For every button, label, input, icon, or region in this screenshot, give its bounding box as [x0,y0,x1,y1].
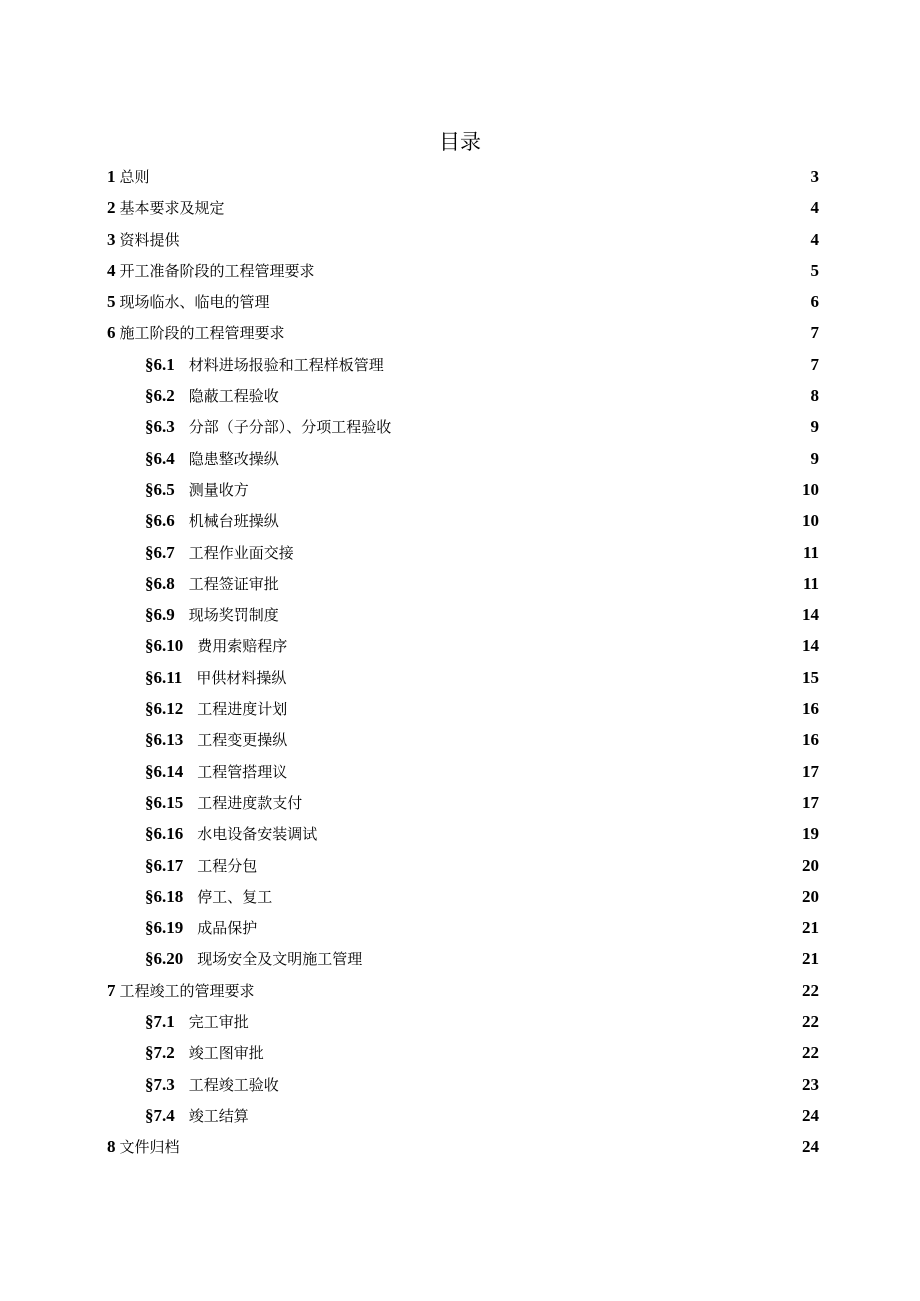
toc-section-entry[interactable] [107,474,819,505]
toc-entry-title: 工程签证审批 [188,574,279,593]
toc-section-entry[interactable] [107,943,819,974]
toc-entry-page-number: 11 [802,573,819,593]
toc-entry-title: 工程竣工的管理要求 [119,981,255,1000]
toc-entry-page-number: 16 [802,730,819,750]
toc-entry-number: 5 [107,292,116,312]
toc-entry-title: 分部（子分部）、分项工程验收 [188,418,392,437]
toc-section-entry[interactable] [107,380,819,411]
toc-entry-number: §6.6 [145,511,175,531]
toc-entry-page-number: 4 [810,198,819,218]
toc-section-entry[interactable] [107,411,819,442]
toc-entry-title: 开工准备阶段的工程管理要求 [119,261,315,280]
toc-entry-page-number: 14 [802,636,819,656]
toc-section-entry[interactable] [107,1069,819,1100]
toc-title: 目录 [439,130,481,154]
toc-entry-title: 竣工图审批 [188,1044,264,1063]
toc-entry-page-number: 24 [802,1105,819,1125]
toc-entry-page-number: 3 [810,167,819,186]
toc-section-entry[interactable] [107,505,819,536]
toc-entry-number: 8 [107,1137,116,1157]
toc-section-entry[interactable] [107,693,819,724]
toc-entry-number: §6.5 [145,479,175,499]
toc-entry-title: 总则 [119,168,150,186]
toc-entry-title: 水电设备安装调试 [197,825,318,844]
toc-entry-title: 工程进度款支付 [197,793,303,812]
toc-entry-title: 工程进度计划 [197,700,288,719]
toc-entry-page-number: 19 [802,824,819,844]
toc-entry-title: 机械台班操纵 [188,512,279,531]
toc-chapter-entry[interactable] [107,192,819,223]
toc-chapter-entry[interactable] [107,975,819,1006]
toc-entry-page-number: 6 [810,292,819,312]
toc-entry-title: 工程分包 [197,856,258,875]
toc-entry-title: 基本要求及规定 [119,199,225,218]
toc-entry-page-number: 22 [802,980,819,1000]
toc-entry-title: 工程管搭理议 [197,762,288,781]
toc-entry-number: 1 [107,167,116,186]
toc-entry-title: 现场临水、临电的管理 [119,293,270,312]
toc-list [107,161,819,1163]
toc-entry-page-number: 20 [802,886,819,906]
toc-entry-number: §7.2 [145,1043,175,1063]
toc-entry-page-number: 17 [802,792,819,812]
toc-entry-title: 文件归档 [119,1138,180,1157]
toc-entry-title: 隐患整改操纵 [188,449,279,468]
toc-entry-number: §6.9 [145,605,175,625]
toc-entry-number: §6.8 [145,573,175,593]
toc-entry-title: 施工阶段的工程管理要求 [119,324,285,343]
toc-entry-number: §6.12 [145,699,184,719]
toc-entry-page-number: 23 [802,1074,819,1094]
toc-entry-title: 工程竣工验收 [188,1075,279,1094]
toc-entry-page-number: 22 [802,1043,819,1063]
toc-entry-page-number: 20 [802,855,819,875]
toc-entry-number: 6 [107,323,116,343]
toc-entry-title: 甲供材料操纵 [196,668,287,687]
toc-entry-page-number: 5 [810,260,819,280]
toc-entry-title: 竣工结算 [188,1106,249,1125]
toc-section-entry[interactable] [107,1037,819,1068]
toc-entry-page-number: 9 [810,417,819,437]
toc-entry-number: §6.7 [145,542,175,562]
toc-section-entry[interactable] [107,850,819,881]
toc-entry-number: §7.3 [145,1074,175,1094]
toc-entry-title: 材料进场报验和工程样板管理 [188,355,384,374]
toc-entry-number: §6.10 [145,636,184,656]
toc-entry-page-number: 10 [802,511,819,531]
toc-entry-number: §6.15 [145,792,184,812]
toc-section-entry[interactable] [107,443,819,474]
toc-section-entry[interactable] [107,662,819,693]
toc-section-entry[interactable] [107,818,819,849]
toc-entry-page-number: 11 [802,542,819,562]
toc-entry-number: §6.17 [145,855,184,875]
toc-entry-page-number: 10 [802,479,819,499]
toc-entry-title: 工程变更操纵 [197,731,288,750]
toc-entry-number: 3 [107,229,116,249]
toc-section-entry[interactable] [107,756,819,787]
toc-section-entry[interactable] [107,537,819,568]
toc-entry-number: §7.1 [145,1012,175,1032]
toc-entry-number: §6.3 [145,417,175,437]
toc-entry-number: §6.11 [145,667,183,687]
toc-entry-number: §6.14 [145,761,184,781]
toc-entry-number: 2 [107,198,116,218]
toc-entry-page-number: 8 [810,386,819,406]
toc-entry-number: §6.19 [145,918,184,938]
toc-entry-number: 7 [107,980,116,1000]
toc-entry-number: §7.4 [145,1105,175,1125]
toc-entry-title: 现场奖罚制度 [188,606,279,625]
toc-section-entry[interactable] [107,599,819,630]
toc-entry-number: §6.18 [145,886,184,906]
toc-entry-page-number: 7 [810,323,819,343]
toc-entry-page-number: 9 [810,448,819,468]
toc-entry-number: §6.2 [145,386,175,406]
toc-section-entry[interactable] [107,349,819,380]
toc-entry-number: 4 [107,260,116,280]
toc-entry-page-number: 7 [810,354,819,374]
toc-entry-title: 工程作业面交接 [188,543,294,562]
toc-entry-title: 完工审批 [188,1013,249,1032]
toc-entry-title: 资料提供 [119,230,180,249]
toc-entry-title: 费用索赔程序 [197,637,288,656]
toc-entry-page-number: 15 [802,667,819,687]
toc-entry-page-number: 16 [802,699,819,719]
toc-section-entry[interactable] [107,881,819,912]
toc-section-entry[interactable] [107,912,819,943]
toc-entry-number: §6.13 [145,730,184,750]
toc-entry-number: §6.20 [145,949,184,969]
toc-entry-page-number: 22 [802,1012,819,1032]
toc-entry-page-number: 21 [802,949,819,969]
toc-chapter-entry[interactable] [107,317,819,348]
toc-entry-page-number: 21 [802,918,819,938]
toc-entry-title: 停工、复工 [197,887,273,906]
toc-section-entry[interactable] [107,1100,819,1131]
toc-section-entry[interactable] [107,787,819,818]
toc-entry-title: 隐蔽工程验收 [188,387,279,406]
toc-section-entry[interactable] [107,630,819,661]
toc-entry-page-number: 14 [802,605,819,625]
toc-entry-page-number: 4 [810,229,819,249]
toc-chapter-entry[interactable] [107,161,819,192]
toc-entry-title: 现场安全及文明施工管理 [197,950,363,969]
toc-chapter-entry[interactable] [107,224,819,255]
toc-section-entry[interactable] [107,568,819,599]
toc-entry-number: §6.4 [145,448,175,468]
toc-entry-title: 成品保护 [197,919,258,938]
toc-chapter-entry[interactable] [107,255,819,286]
toc-entry-number: §6.1 [145,354,175,374]
toc-section-entry[interactable] [107,1006,819,1037]
toc-chapter-entry[interactable] [107,1131,819,1162]
toc-section-entry[interactable] [107,724,819,755]
toc-entry-number: §6.16 [145,824,184,844]
toc-entry-title: 测量收方 [188,480,249,499]
toc-entry-page-number: 24 [802,1137,819,1157]
toc-chapter-entry[interactable] [107,286,819,317]
toc-entry-page-number: 17 [802,761,819,781]
